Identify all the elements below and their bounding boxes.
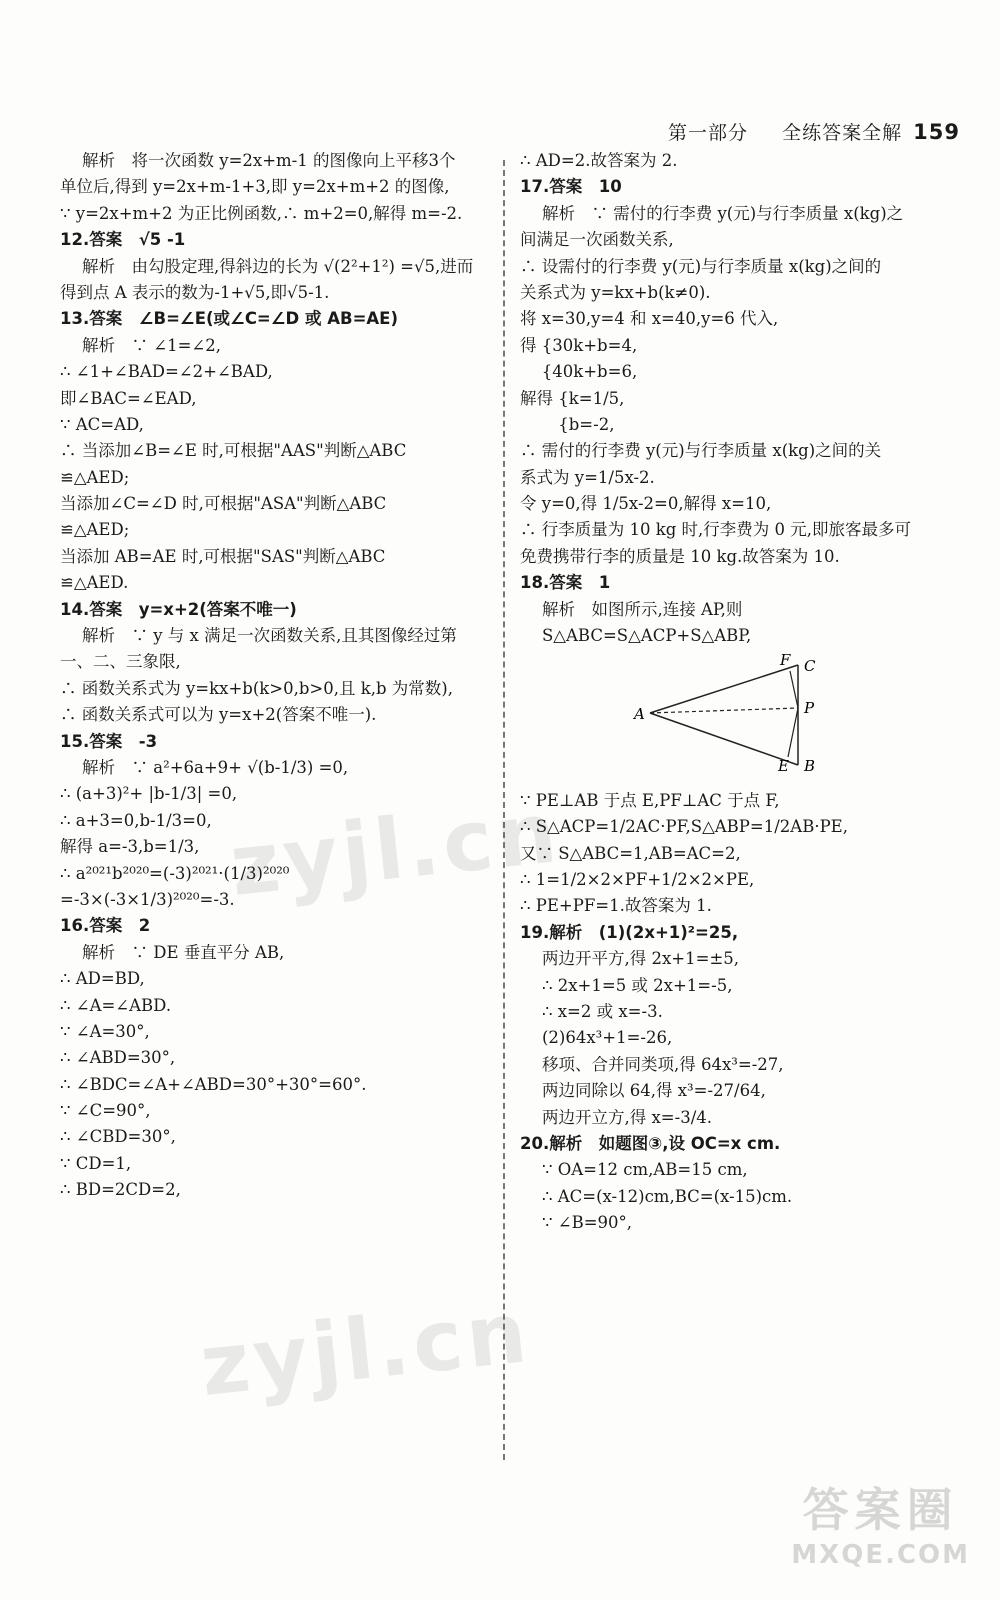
- left-column-line: ∴ 函数关系式可以为 y=x+2(答案不唯一).: [60, 705, 377, 725]
- logo-text-bottom: MXQE.COM: [791, 1540, 970, 1570]
- left-column-line: =-3×(-3×1/3)²⁰²⁰=-3.: [60, 889, 235, 909]
- left-column-line: ∴ ∠1+∠BAD=∠2+∠BAD,: [60, 362, 273, 382]
- left-column-line: 解析 ∵ DE 垂直平分 AB,: [82, 942, 285, 962]
- right-column-after-figure-line: ∵ OA=12 cm,AB=15 cm,: [542, 1160, 748, 1180]
- label-P: P: [804, 699, 815, 718]
- right-column-after-figure-line: ∴ x=2 或 x=-3.: [542, 1001, 663, 1021]
- left-column-line: 一、二、三象限,: [60, 652, 181, 672]
- left-column-line: ∴ ∠CBD=30°,: [60, 1127, 176, 1147]
- left-column-line: 解析 ∵ ∠1=∠2,: [82, 335, 221, 355]
- right-column-line: 将 x=30,y=4 和 x=40,y=6 代入,: [520, 309, 779, 329]
- left-column-line: ∴ a²⁰²¹b²⁰²⁰=(-3)²⁰²¹·(1/3)²⁰²⁰: [60, 863, 290, 883]
- triangle-figure: [620, 653, 950, 781]
- left-column-line: 13.答案 ∠B=∠E(或∠C=∠D 或 AB=AE): [60, 309, 398, 329]
- left-column-line: ∴ ∠ABD=30°,: [60, 1048, 176, 1068]
- left-column-line: 当添加∠C=∠D 时,可根据"ASA"判断△ABC: [60, 494, 387, 514]
- left-column-line: ∵ ∠A=30°,: [60, 1021, 150, 1041]
- left-column-line: ∴ 当添加∠B=∠E 时,可根据"AAS"判断△ABC: [60, 441, 407, 461]
- right-column-after-figure-line: 两边开立方,得 x=-3/4.: [542, 1107, 712, 1127]
- right-column-after-figure-line: ∵ ∠B=90°,: [542, 1213, 633, 1233]
- right-column-line: 系式为 y=1/5x-2.: [520, 467, 655, 487]
- right-column-line: 得 {30k+b=4,: [520, 335, 638, 355]
- left-column-line: ∴ a+3=0,b-1/3=0,: [60, 810, 212, 830]
- right-column-line: 18.答案 1: [520, 573, 611, 593]
- left-column-line: 解析 将一次函数 y=2x+m-1 的图像向上平移3个: [82, 151, 456, 170]
- left-column-line: ∴ ∠BDC=∠A+∠ABD=30°+30°=60°.: [60, 1074, 367, 1094]
- left-column-line: ∴ AD=BD,: [60, 969, 145, 989]
- label-F: F: [780, 653, 791, 670]
- column-divider: [503, 160, 505, 1460]
- left-column-line: 16.答案 2: [60, 916, 151, 936]
- left-column-line: ∴ ∠A=∠ABD.: [60, 995, 172, 1015]
- right-column-after-figure-line: (2)64x³+1=-26,: [542, 1028, 673, 1048]
- label-A: A: [634, 705, 645, 724]
- watermark-1: zyjl.cn: [225, 782, 565, 916]
- right-column-line: ∴ 设需付的行李费 y(元)与行李质量 x(kg)之间的: [520, 256, 882, 276]
- right-column-after-figure-line: ∴ PE+PF=1.故答案为 1.: [520, 896, 712, 916]
- right-column-after-figure-line: 两边同除以 64,得 x³=-27/64,: [542, 1081, 766, 1101]
- right-column-after-figure-line: ∵ PE⊥AB 于点 E,PF⊥AC 于点 F,: [520, 790, 780, 810]
- right-column-line: 免费携带行李的质量是 10 kg.故答案为 10.: [520, 546, 840, 566]
- right-column-after-figure-line: ∴ S△ACP=1/2AC·PF,S△ABP=1/2AB·PE,: [520, 817, 848, 837]
- right-column-line: 解析 ∵ 需付的行李费 y(元)与行李质量 x(kg)之: [542, 203, 904, 223]
- right-column-after-figure-line: ∴ 2x+1=5 或 2x+1=-5,: [542, 975, 733, 995]
- left-column-line: 解析 ∵ a²+6a+9+ √(b-1/3) =0,: [82, 757, 349, 777]
- watermark-2: zyjl.cn: [195, 1282, 535, 1416]
- right-column-line: {40k+b=6,: [520, 362, 638, 382]
- right-column-after-figure-line: ∴ AC=(x-12)cm,BC=(x-15)cm.: [542, 1186, 793, 1206]
- page-header: [668, 118, 960, 145]
- right-column-line: ∴ AD=2.故答案为 2.: [520, 151, 678, 170]
- right-column-line: ∴ 需付的行李费 y(元)与行李质量 x(kg)之间的关: [520, 441, 882, 461]
- left-column: [60, 148, 490, 1204]
- left-column-line: ∴ (a+3)²+ |b-1/3| =0,: [60, 784, 238, 804]
- right-column-after-figure-line: 两边开平方,得 2x+1=±5,: [542, 949, 740, 969]
- label-C: C: [804, 657, 816, 676]
- right-column-line: 间满足一次函数关系,: [520, 230, 674, 250]
- left-column-line: 即∠BAC=∠EAD,: [60, 388, 197, 408]
- left-column-line: 单位后,得到 y=2x+m-1+3,即 y=2x+m+2 的图像,: [60, 177, 450, 197]
- left-column-line: ≌△AED;: [60, 467, 130, 487]
- left-column-line: 解析 由勾股定理,得斜边的长为 √(2²+1²) =√5,进而: [82, 256, 474, 276]
- left-column-line: ∵ ∠C=90°,: [60, 1101, 151, 1121]
- triangle-diagram: [620, 653, 850, 773]
- right-column-line: 关系式为 y=kx+b(k≠0).: [520, 282, 711, 302]
- left-column-line: 解得 a=-3,b=1/3,: [60, 837, 200, 857]
- left-column-line: 当添加 AB=AE 时,可根据"SAS"判断△ABC: [60, 546, 386, 566]
- left-column-line: ≌△AED.: [60, 573, 129, 593]
- left-column-line: ∵ y=2x+m+2 为正比例函数,∴ m+2=0,解得 m=-2.: [60, 203, 463, 223]
- right-column-after-figure-line: 移项、合并同类项,得 64x³=-27,: [542, 1054, 784, 1074]
- right-column-line: ∴ 行李质量为 10 kg 时,行李费为 0 元,即旅客最多可: [520, 520, 912, 540]
- left-column-line: ∴ BD=2CD=2,: [60, 1180, 181, 1200]
- left-column-line: ∴ 函数关系式为 y=kx+b(k>0,b>0,且 k,b 为常数),: [60, 678, 453, 698]
- left-column-line: ∵ AC=AD,: [60, 414, 144, 434]
- left-column-line: 14.答案 y=x+2(答案不唯一): [60, 599, 297, 619]
- left-column-line: ≌△AED;: [60, 520, 130, 540]
- left-column-line: 12.答案 √5 -1: [60, 230, 186, 250]
- right-column: [520, 148, 950, 1236]
- right-column-line: {b=-2,: [520, 414, 615, 434]
- section-label: 第一部分: [667, 122, 748, 144]
- right-column-line: 17.答案 10: [520, 177, 622, 197]
- book-title: 全练答案全解: [782, 122, 903, 144]
- right-column-after-figure-line: 19.解析 (1)(2x+1)²=25,: [520, 922, 739, 942]
- label-B: B: [804, 757, 816, 774]
- label-E: E: [778, 757, 789, 774]
- right-column-after-figure-line: 又∵ S△ABC=1,AB=AC=2,: [520, 843, 741, 863]
- right-column-after-figure-line: ∴ 1=1/2×2×PF+1/2×2×PE,: [520, 869, 755, 889]
- right-column-line: 解得 {k=1/5,: [520, 388, 625, 408]
- logo-text-top: 答案圈: [802, 1483, 959, 1537]
- right-column-line: 解析 如图所示,连接 AP,则 S△ABC=S△ACP+S△ABP,: [542, 599, 752, 646]
- left-column-line: 解析 ∵ y 与 x 满足一次函数关系,且其图像经过第: [82, 626, 457, 646]
- right-column-line: 令 y=0,得 1/5x-2=0,解得 x=10,: [520, 494, 772, 514]
- left-column-line: 得到点 A 表示的数为-1+√5,即√5-1.: [60, 282, 330, 302]
- page-number: 159: [913, 120, 960, 144]
- right-column-after-figure-line: 20.解析 如题图③,设 OC=x cm.: [520, 1133, 781, 1153]
- site-logo: [791, 1474, 970, 1570]
- left-column-line: 15.答案 -3: [60, 731, 158, 751]
- left-column-line: ∵ CD=1,: [60, 1153, 132, 1173]
